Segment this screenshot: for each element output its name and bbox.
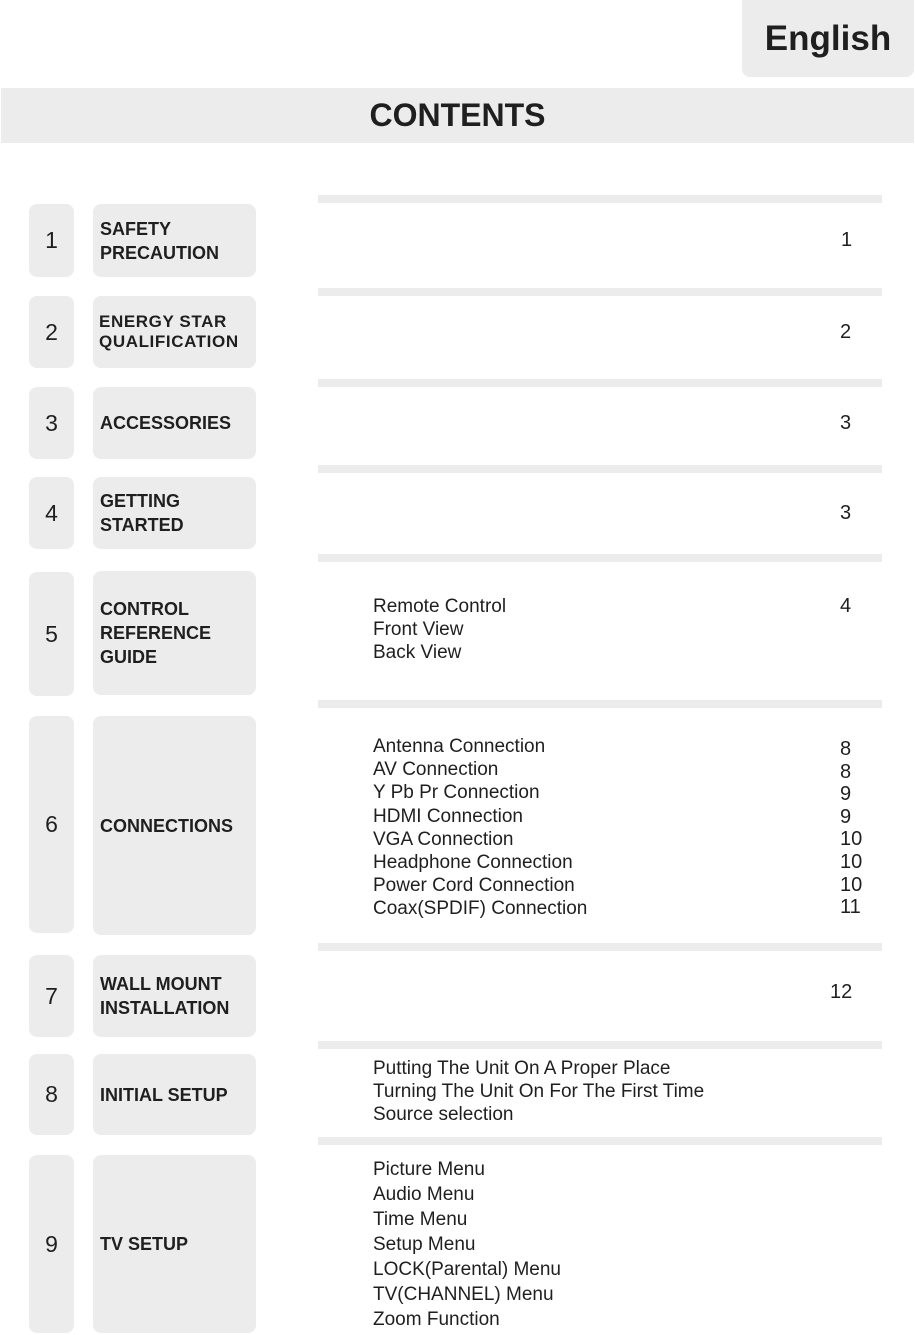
page-numbers — [830, 981, 870, 1004]
section-number: 8 — [29, 1054, 74, 1135]
sub-topic[interactable]: Turning The Unit On For The First Time — [373, 1081, 705, 1103]
sub-topic-list — [373, 1057, 793, 1127]
section-heading-box[interactable] — [93, 1054, 256, 1135]
section-heading-box[interactable] — [93, 477, 256, 549]
section-number: 9 — [29, 1155, 74, 1333]
sub-topic[interactable]: TV(CHANNEL) Menu — [373, 1284, 554, 1305]
sub-topic[interactable]: Power Cord Connection — [373, 875, 575, 897]
sub-topic-list — [373, 735, 793, 921]
section-heading: TV SETUP — [100, 1234, 189, 1254]
page-numbers — [841, 229, 881, 252]
section-rule — [318, 288, 882, 296]
section-heading-box[interactable] — [93, 204, 256, 277]
section-heading-box[interactable] — [93, 387, 256, 459]
section-heading-box[interactable] — [93, 1155, 256, 1333]
page-number: 11 — [840, 896, 861, 919]
page-numbers — [840, 412, 880, 435]
section-heading-box[interactable] — [93, 296, 256, 368]
page-numbers — [840, 595, 880, 618]
sub-topic[interactable]: Source selection — [373, 1104, 514, 1126]
section-rule — [318, 1137, 882, 1145]
page-number: 10 — [840, 828, 863, 851]
language-tab[interactable]: English — [742, 0, 914, 77]
page-number: 12 — [830, 981, 853, 1003]
section-heading-box[interactable] — [93, 716, 256, 935]
section-heading: INITIAL SETUP — [100, 1084, 228, 1105]
page-number: 8 — [840, 760, 852, 783]
sub-topic[interactable]: Y Pb Pr Connection — [373, 782, 540, 804]
page-number: 4 — [840, 595, 852, 617]
section-heading: ACCESSORIES — [100, 413, 232, 433]
page-number: 10 — [840, 873, 863, 896]
sub-topic[interactable]: Putting The Unit On A Proper Place — [373, 1058, 671, 1079]
sub-topic[interactable]: LOCK(Parental) Menu — [373, 1259, 561, 1280]
section-number: 7 — [29, 955, 74, 1037]
section-heading: GETTING STARTED — [100, 491, 184, 535]
section-number: 4 — [29, 477, 74, 549]
sub-topic[interactable]: HDMI Connection — [373, 805, 523, 827]
sub-topic[interactable]: Zoom Function — [373, 1309, 500, 1330]
section-rule — [318, 700, 882, 708]
page-numbers — [840, 502, 880, 525]
section-number: 6 — [29, 716, 74, 933]
section-rule — [318, 1041, 882, 1049]
sub-topic[interactable]: Antenna Connection — [373, 736, 546, 757]
page-numbers — [840, 321, 880, 344]
sub-topic[interactable]: Setup Menu — [373, 1234, 476, 1255]
page-title: CONTENTS — [1, 88, 914, 143]
sub-topic[interactable]: Picture Menu — [373, 1159, 485, 1180]
sub-topic[interactable]: Coax(SPDIF) Connection — [373, 898, 588, 920]
sub-topic[interactable]: Back View — [373, 642, 462, 664]
sub-topic-list — [373, 595, 793, 665]
sub-topic[interactable]: Headphone Connection — [373, 852, 573, 874]
section-number: 3 — [29, 387, 74, 459]
page-numbers — [840, 738, 880, 919]
page-number: 9 — [840, 783, 852, 806]
section-heading-box[interactable] — [93, 571, 256, 695]
sub-topic[interactable]: VGA Connection — [373, 828, 514, 850]
sub-topic[interactable]: AV Connection — [373, 759, 499, 781]
page-number: 1 — [841, 229, 853, 251]
page-number: 3 — [840, 502, 852, 524]
page-number: 3 — [840, 412, 852, 434]
section-heading-box[interactable] — [93, 955, 256, 1037]
section-heading: ENERGY STAR QUALIFICATION — [99, 312, 239, 351]
section-heading: SAFETY PRECAUTION — [100, 218, 220, 263]
page-number: 2 — [840, 321, 852, 343]
section-heading: CONTROL REFERENCE GUIDE — [100, 599, 212, 667]
section-rule — [318, 379, 882, 387]
section-number: 1 — [29, 204, 74, 277]
sub-topic[interactable]: Time Menu — [373, 1209, 468, 1230]
section-rule — [318, 943, 882, 951]
sub-topic-list — [373, 1157, 793, 1332]
section-rule — [318, 195, 882, 203]
page-number: 9 — [840, 805, 852, 828]
section-rule — [318, 554, 882, 562]
section-heading: CONNECTIONS — [100, 815, 234, 836]
page-number: 8 — [840, 738, 852, 760]
section-rule — [318, 465, 882, 473]
sub-topic[interactable]: Audio Menu — [373, 1184, 475, 1205]
section-heading: WALL MOUNT INSTALLATION — [100, 974, 230, 1018]
page-number: 10 — [840, 850, 863, 873]
sub-topic[interactable]: Front View — [373, 619, 464, 641]
sub-topic[interactable]: Remote Control — [373, 596, 507, 617]
section-number: 5 — [29, 572, 74, 696]
section-number: 2 — [29, 296, 74, 368]
